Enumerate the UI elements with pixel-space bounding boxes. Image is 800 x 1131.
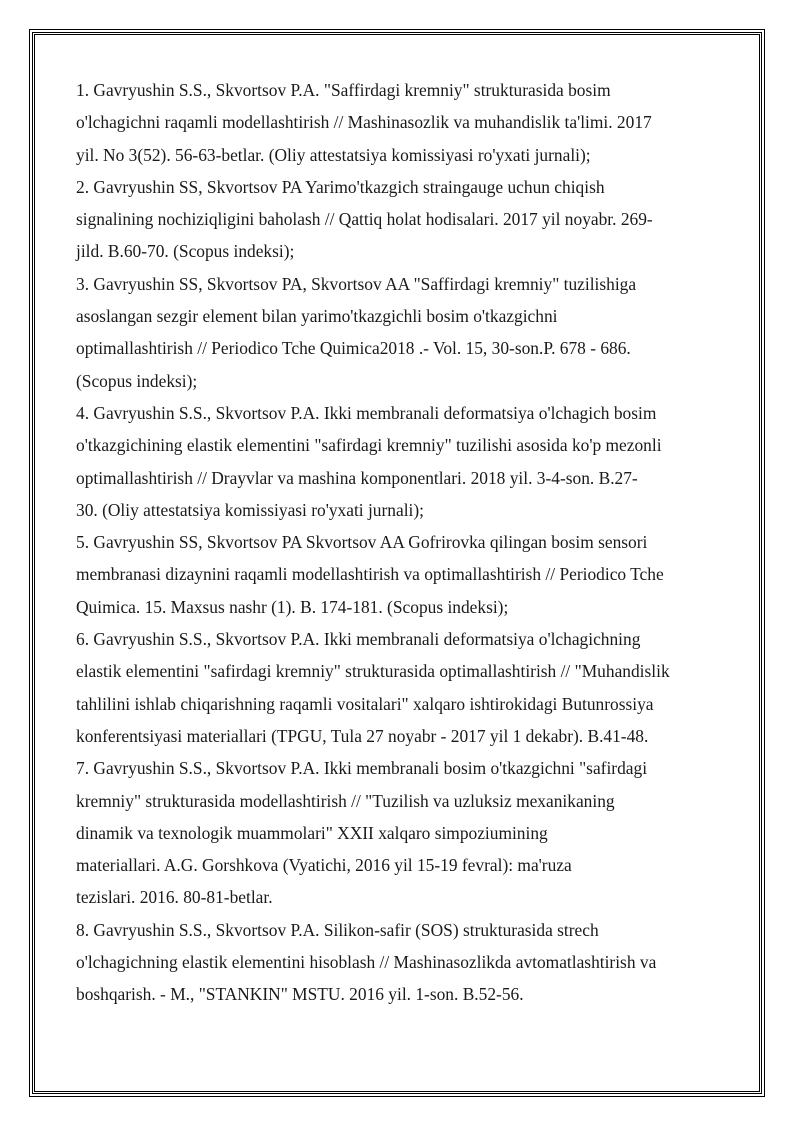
reference-line: kremniy" strukturasida modellashtirish // "Tuzilish va uzluksiz mexanikaning	[76, 790, 615, 811]
reference-line: tahlilini ishlab chiqarishning raqamli vositalari" xalqaro ishtirokidagi Butunrossiya	[76, 693, 654, 714]
reference-line: jild. B.60-70. (Scopus indeksi);	[76, 241, 295, 262]
reference-line: signalining nochiziqligini baholash // Qattiq holat hodisalari. 2017 yil noyabr. 269-	[76, 209, 653, 230]
reference-line: o'lchagichning elastik elementini hisoblash // Mashinasozlikda avtomatlashtirish va	[76, 952, 657, 973]
reference-line: optimallashtirish // Drayvlar va mashina komponentlari. 2018 yil. 3-4-son. B.27-	[76, 467, 638, 488]
reference-line: 7. Gavryushin S.S., Skvortsov P.A. Ikki membranali bosim o'tkazgichni "safirdagi	[76, 758, 648, 779]
reference-item-2	[76, 171, 736, 268]
reference-line: o'lchagichni raqamli modellashtirish // Mashinasozlik va muhandislik ta'limi. 2017	[76, 112, 652, 133]
reference-item-5	[76, 526, 736, 623]
reference-line: konferentsiyasi materiallari (TPGU, Tula 27 noyabr - 2017 yil 1 dekabr). B.41-48.	[76, 725, 649, 746]
reference-line: membranasi dizaynini raqamli modellashtirish va optimallashtirish // Periodico Tche	[76, 564, 664, 585]
reference-line: 4. Gavryushin S.S., Skvortsov P.A. Ikki membranali deformatsiya o'lchagich bosim	[76, 402, 657, 423]
reference-list	[76, 74, 736, 1011]
reference-item-3	[76, 268, 736, 397]
reference-line: o'tkazgichining elastik elementini "safirdagi kremniy" tuzilishi asosida ko'p mezonli	[76, 435, 662, 456]
reference-item-8	[76, 914, 736, 1011]
reference-line: Quimica. 15. Maxsus nashr (1). B. 174-181. (Scopus indeksi);	[76, 596, 509, 617]
reference-line: 2. Gavryushin SS, Skvortsov PA Yarimo'tkazgich straingauge uchun chiqish	[76, 176, 605, 197]
reference-item-6	[76, 623, 736, 752]
reference-line: dinamik va texnologik muammolari" XXII xalqaro simpoziumining	[76, 822, 548, 843]
reference-line: 30. (Oliy attestatsiya komissiyasi ro'yxati jurnali);	[76, 499, 424, 520]
reference-line: materiallari. A.G. Gorshkova (Vyatichi, 2016 yil 15-19 fevral): ma'ruza	[76, 855, 572, 876]
reference-item-7	[76, 752, 736, 913]
reference-line: tezislari. 2016. 80-81-betlar.	[76, 887, 273, 908]
reference-line: optimallashtirish // Periodico Tche Quimica2018 .- Vol. 15, 30-son.P. 678 - 686.	[76, 338, 631, 359]
reference-item-1	[76, 74, 736, 171]
reference-line: yil. No 3(52). 56-63-betlar. (Oliy attestatsiya komissiyasi ro'yxati jurnali);	[76, 144, 591, 165]
reference-line: 8. Gavryushin S.S., Skvortsov P.A. Silikon-safir (SOS) strukturasida strech	[76, 919, 599, 940]
reference-line: 3. Gavryushin SS, Skvortsov PA, Skvortsov AA "Saffirdagi kremniy" tuzilishiga	[76, 273, 637, 294]
reference-item-4	[76, 397, 736, 526]
reference-line: 1. Gavryushin S.S., Skvortsov P.A. "Saffirdagi kremniy" strukturasida bosim	[76, 80, 611, 100]
reference-line: elastik elementini "safirdagi kremniy" strukturasida optimallashtirish // "Muhandislik	[76, 661, 670, 682]
reference-line: 5. Gavryushin SS, Skvortsov PA Skvortsov AA Gofrirovka qilingan bosim sensori	[76, 532, 648, 553]
reference-line: boshqarish. - M., "STANKIN" MSTU. 2016 yil. 1-son. B.52-56.	[76, 984, 524, 1005]
reference-line: (Scopus indeksi);	[76, 370, 198, 391]
reference-line: asoslangan sezgir element bilan yarimo'tkazgichli bosim o'tkazgichni	[76, 306, 558, 327]
reference-line: 6. Gavryushin S.S., Skvortsov P.A. Ikki membranali deformatsiya o'lchagichning	[76, 629, 641, 650]
